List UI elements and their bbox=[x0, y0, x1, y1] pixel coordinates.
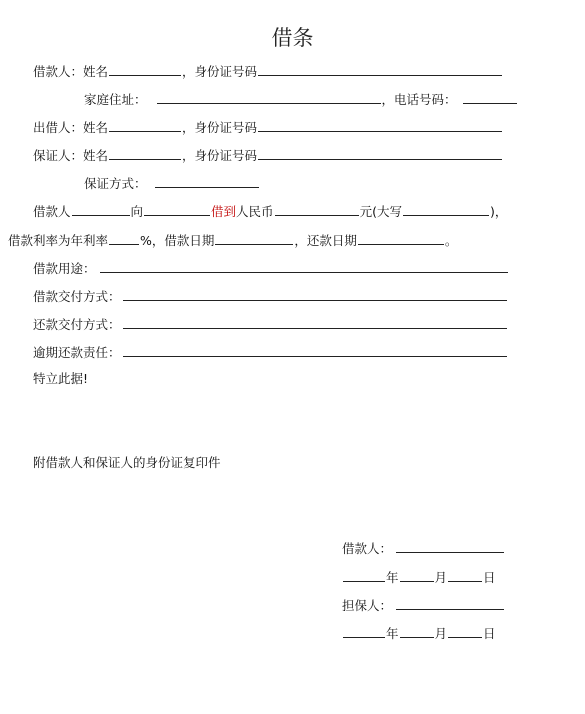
signature-year-field-2[interactable] bbox=[343, 624, 385, 638]
address-label: 家庭住址： bbox=[84, 92, 147, 107]
purpose-field[interactable] bbox=[100, 259, 508, 273]
signature-month-field-2[interactable] bbox=[400, 624, 434, 638]
rate-sentence-row bbox=[8, 231, 457, 249]
guarantor-id-field[interactable] bbox=[258, 146, 502, 160]
loan-rmb-text: 人民币 bbox=[236, 204, 274, 219]
borrower-name-field[interactable] bbox=[109, 62, 181, 76]
loan-date-label: %，借款日期 bbox=[140, 233, 215, 248]
signature-date-row-2 bbox=[342, 624, 496, 642]
delivery-label: 借款交付方式： bbox=[33, 289, 121, 304]
lender-name-label: 出借人：姓名 bbox=[33, 120, 109, 135]
address-field[interactable] bbox=[157, 90, 381, 104]
guarantee-method-label: 保证方式： bbox=[84, 176, 147, 191]
loan-close-text: )， bbox=[489, 204, 508, 219]
overdue-label: 逾期还款责任： bbox=[33, 345, 121, 360]
signature-borrower-field[interactable] bbox=[396, 539, 504, 553]
signature-day-field-2[interactable] bbox=[448, 624, 482, 638]
borrower-name-label: 借款人：姓名 bbox=[33, 64, 109, 79]
guarantee-method-row bbox=[84, 174, 260, 192]
loan-sentence-row bbox=[33, 202, 507, 220]
borrower-id-field[interactable] bbox=[258, 62, 502, 76]
signature-day-field-1[interactable] bbox=[448, 568, 482, 582]
loan-borrower-text: 借款人 bbox=[33, 204, 71, 219]
lender-name-field[interactable] bbox=[109, 118, 181, 132]
lender-row bbox=[33, 118, 503, 136]
repayment-field[interactable] bbox=[123, 315, 507, 329]
guarantor-row bbox=[33, 146, 503, 164]
borrower-id-label: ，身份证号码 bbox=[182, 64, 258, 79]
phone-field[interactable] bbox=[463, 90, 517, 104]
signature-guarantor-row bbox=[342, 596, 505, 614]
lender-id-field[interactable] bbox=[258, 118, 502, 132]
loan-borrower-field[interactable] bbox=[72, 202, 130, 216]
signature-month-field-1[interactable] bbox=[400, 568, 434, 582]
day-label-2: 日 bbox=[483, 626, 496, 641]
year-label-2: 年 bbox=[386, 626, 399, 641]
repayment-label: 还款交付方式： bbox=[33, 317, 121, 332]
repayment-row bbox=[33, 315, 508, 333]
loan-lender-field[interactable] bbox=[144, 202, 210, 216]
overdue-row bbox=[33, 343, 508, 361]
signature-year-field-1[interactable] bbox=[343, 568, 385, 582]
purpose-row bbox=[33, 259, 509, 277]
signature-borrower-row bbox=[342, 539, 505, 557]
delivery-field[interactable] bbox=[123, 287, 507, 301]
loan-borrowed-text: 借到 bbox=[211, 204, 237, 219]
rate-end-text: 。 bbox=[444, 233, 458, 248]
guarantor-name-label: 保证人：姓名 bbox=[33, 148, 109, 163]
purpose-label: 借款用途： bbox=[33, 261, 96, 276]
closing-text: 特立此据! bbox=[33, 371, 89, 386]
loan-amount-uppercase-field[interactable] bbox=[403, 202, 489, 216]
rate-label: 借款利率为年利率 bbox=[8, 233, 109, 248]
guarantor-id-label: ，身份证号码 bbox=[182, 148, 258, 163]
repay-date-field[interactable] bbox=[358, 231, 444, 245]
loan-uppercase-text: 元(大写 bbox=[359, 204, 402, 219]
borrower-row bbox=[33, 62, 503, 80]
address-row bbox=[84, 90, 518, 108]
document-title: 借条 bbox=[271, 26, 314, 50]
signature-guarantor-field[interactable] bbox=[396, 596, 504, 610]
overdue-field[interactable] bbox=[123, 343, 507, 357]
year-label-1: 年 bbox=[386, 570, 399, 585]
loan-amount-field[interactable] bbox=[275, 202, 359, 216]
loan-date-field[interactable] bbox=[215, 231, 293, 245]
signature-date-row-1 bbox=[342, 568, 496, 586]
phone-label: ，电话号码： bbox=[381, 92, 457, 107]
month-label-1: 月 bbox=[434, 570, 448, 585]
signature-guarantor-label: 担保人： bbox=[342, 598, 393, 613]
day-label-1: 日 bbox=[483, 570, 496, 585]
rate-field[interactable] bbox=[109, 231, 139, 245]
lender-id-label: ，身份证号码 bbox=[182, 120, 258, 135]
guarantor-name-field[interactable] bbox=[109, 146, 181, 160]
repay-date-label: ，还款日期 bbox=[294, 233, 357, 248]
delivery-row bbox=[33, 287, 508, 305]
guarantee-method-field[interactable] bbox=[155, 174, 259, 188]
attachment-note: 附借款人和保证人的身份证复印件 bbox=[33, 455, 221, 470]
month-label-2: 月 bbox=[434, 626, 448, 641]
loan-to-text: 向 bbox=[130, 204, 144, 219]
signature-borrower-label: 借款人： bbox=[342, 541, 393, 556]
